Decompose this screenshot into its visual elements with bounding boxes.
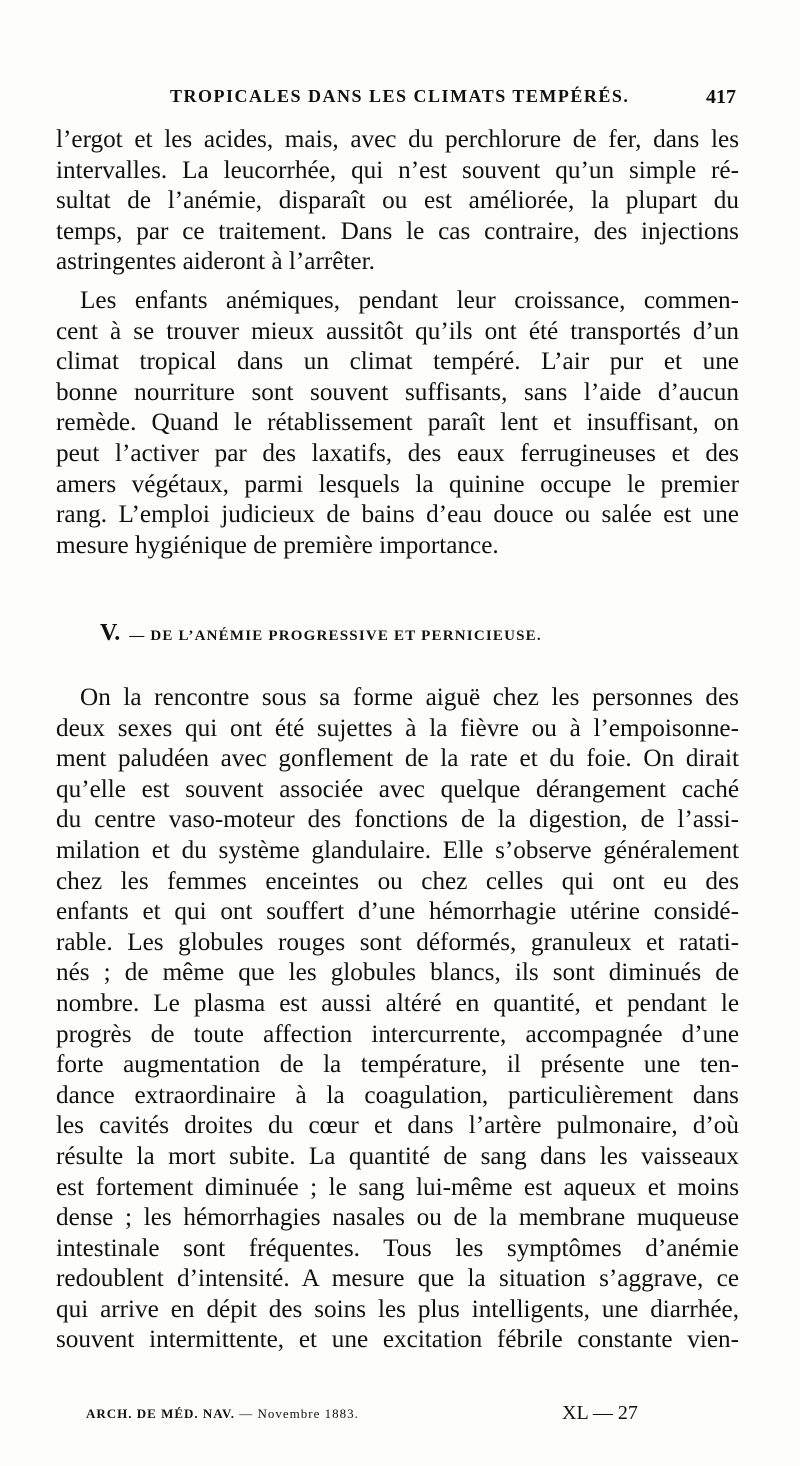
text-line: redoublent d’intensité. A mesure que la situation s’aggrave, ce xyxy=(56,1265,739,1293)
text-line: enfants et qui ont souffert d’une hémorrhagie utérine considé- xyxy=(56,898,739,926)
text-line: temps, par ce traitement. Dans le cas contraire, des injections xyxy=(56,217,739,245)
text-line: On la rencontre sous sa forme aiguë chez les personnes des xyxy=(80,684,739,711)
text-line: astringentes aideront à l’arrêter. xyxy=(56,248,375,276)
text-line: qui arrive en dépit des soins les plus intelligents, une diarrhée, xyxy=(56,1295,739,1323)
text-line: résulte la mort subite. La quantité de sang dans les vaisseaux xyxy=(56,1142,739,1170)
text-line: peut l’activer par des laxatifs, des eaux ferrugineuses et des xyxy=(56,439,739,467)
text-line: progrès de toute affection intercurrente, accompagnée d’une xyxy=(56,1020,739,1048)
text-line: l’ergot et les acides, mais, avec du perchlorure de fer, dans les xyxy=(56,126,739,153)
text-line: rang. L’emploi judicieux de bains d’eau douce ou salée est une xyxy=(56,501,739,529)
text-line: les cavités droites du cœur et dans l’artère pulmonaire, d’où xyxy=(56,1112,739,1140)
text-line: du centre vaso-moteur des fonctions de la digestion, de l’assi- xyxy=(56,806,739,834)
page-number: 417 xyxy=(706,86,736,108)
text-line: nés ; de même que les globules blancs, ils sont diminués de xyxy=(56,959,739,987)
text-line: mesure hygiénique de première importance. xyxy=(56,531,499,559)
footer-date: Novembre 1883. xyxy=(257,1406,359,1421)
footer-journal: ARCH. DE MÉD. NAV. xyxy=(86,1406,235,1421)
text-line: chez les femmes enceintes ou chez celles qui ont eu des xyxy=(56,867,739,895)
page-footer xyxy=(86,1402,686,1432)
text-line: intestinale sont fréquentes. Tous les symptômes d’anémie xyxy=(56,1234,739,1262)
paragraph-2 xyxy=(56,286,739,561)
text-line: qu’elle est souvent associée avec quelque dérangement caché xyxy=(56,775,739,803)
text-line: ment paludéen avec gonflement de la rate et du foie. On dirait xyxy=(56,745,739,773)
paragraph-3 xyxy=(56,683,739,1356)
text-line: climat tropical dans un climat tempéré. L’air pur et une xyxy=(56,348,739,376)
text-line: est fortement diminuée ; le sang lui-même est aqueux et moins xyxy=(56,1173,739,1201)
footer-separator: — xyxy=(239,1406,254,1421)
running-header xyxy=(112,86,736,116)
text-line: forte augmentation de la température, il présente une ten- xyxy=(56,1051,739,1079)
text-line: cent à se trouver mieux aussitôt qu’ils ont été transportés d’un xyxy=(56,317,739,345)
footer-citation xyxy=(86,1406,359,1422)
text-line: intervalles. La leucorrhée, qui n’est souvent qu’un simple ré- xyxy=(56,156,739,184)
running-header-title: TROPICALES DANS LES CLIMATS TEMPÉRÉS. xyxy=(170,86,630,106)
text-line: dense ; les hémorrhagies nasales ou de la membrane muqueuse xyxy=(56,1204,739,1232)
text-line: dance extraordinaire à la coagulation, particulièrement dans xyxy=(56,1081,739,1109)
text-line: sultat de l’anémie, disparaît ou est améliorée, la plupart du xyxy=(56,187,739,215)
text-line: milation et du système glandulaire. Elle s’observe généralement xyxy=(56,836,739,864)
text-line: remède. Quand le rétablissement paraît lent et insuffisant, on xyxy=(56,409,739,437)
section-title-text: — DE L’ANÉMIE PROGRESSIVE ET PERNICIEUSE. xyxy=(129,628,542,644)
section-heading xyxy=(100,620,740,647)
text-line: amers végétaux, parmi lesquels la quinine occupe le premier xyxy=(56,470,739,498)
text-line: deux sexes qui ont été sujettes à la fièvre ou à l’empoisonne- xyxy=(56,714,739,742)
text-line: Les enfants anémiques, pendant leur croissance, commen- xyxy=(80,287,739,314)
text-line: rable. Les globules rouges sont déformés, granuleux et ratati- xyxy=(56,928,739,956)
section-number: V. xyxy=(100,620,121,646)
text-line: nombre. Le plasma est aussi altéré en quantité, et pendant le xyxy=(56,989,739,1017)
paragraph-1 xyxy=(56,125,739,278)
text-line: souvent intermittente, et une excitation fébrile constante vien- xyxy=(56,1326,739,1354)
footer-volume: XL — 27 xyxy=(562,1402,638,1424)
text-line: bonne nourriture sont souvent suffisants, sans l’aide d’aucun xyxy=(56,378,739,406)
